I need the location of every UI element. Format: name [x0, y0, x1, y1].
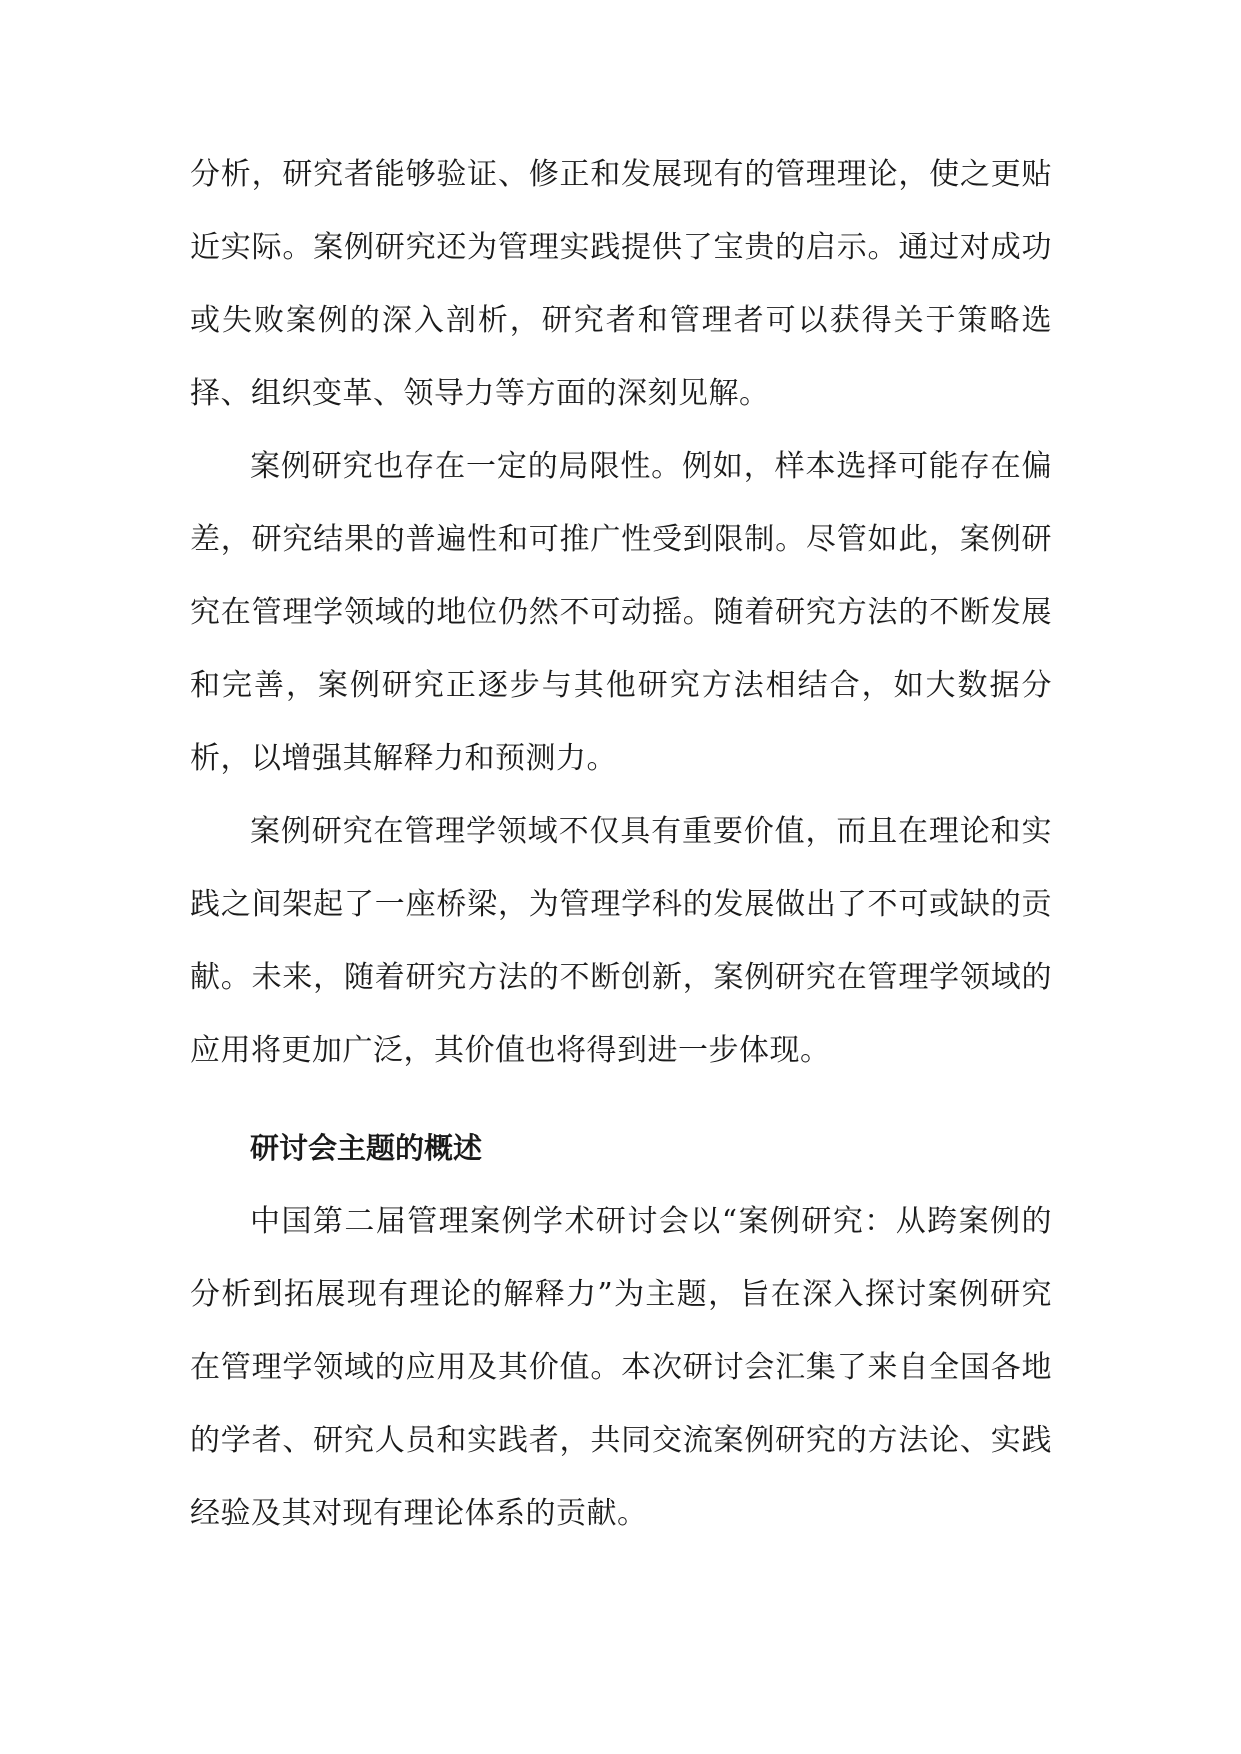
paragraph-limitations: 案例研究也存在一定的局限性。例如，样本选择可能存在偏差，研究结果的普遍性和可推广性受到限制。尽管如此，案例研究在管理学领域的地位仍然不可动摇。随着研究方法的不断发展和完善，案例研究正逐步与其他研究方法相结合，如大数据分析，以增强其解释力和预测力。 [190, 449, 1052, 776]
paragraph-conclusion: 案例研究在管理学领域不仅具有重要价值，而且在理论和实践之间架起了一座桥梁，为管理学科的发展做出了不可或缺的贡献。未来，随着研究方法的不断创新，案例研究在管理学领域的应用将更加广泛，其价值也将得到进一步体现。 [190, 814, 1052, 1068]
paragraph-continuation: 分析，研究者能够验证、修正和发展现有的管理理论，使之更贴近实际。案例研究还为管理实践提供了宝贵的启示。通过对成功或失败案例的深入剖析，研究者和管理者可以获得关于策略选择、组织变革、领导力等方面的深刻见解。 [190, 157, 1052, 411]
paragraph-seminar-theme: 中国第二届管理案例学术研讨会以“案例研究：从跨案例的分析到拓展现有理论的解释力”为主题，旨在深入探讨案例研究在管理学领域的应用及其价值。本次研讨会汇集了来自全国各地的学者、研究人员和实践者，共同交流案例研究的方法论、实践经验及其对现有理论体系的贡献。 [190, 1204, 1052, 1531]
section-heading: 研讨会主题的概述 [250, 1131, 483, 1165]
document-body [190, 138, 1052, 1550]
